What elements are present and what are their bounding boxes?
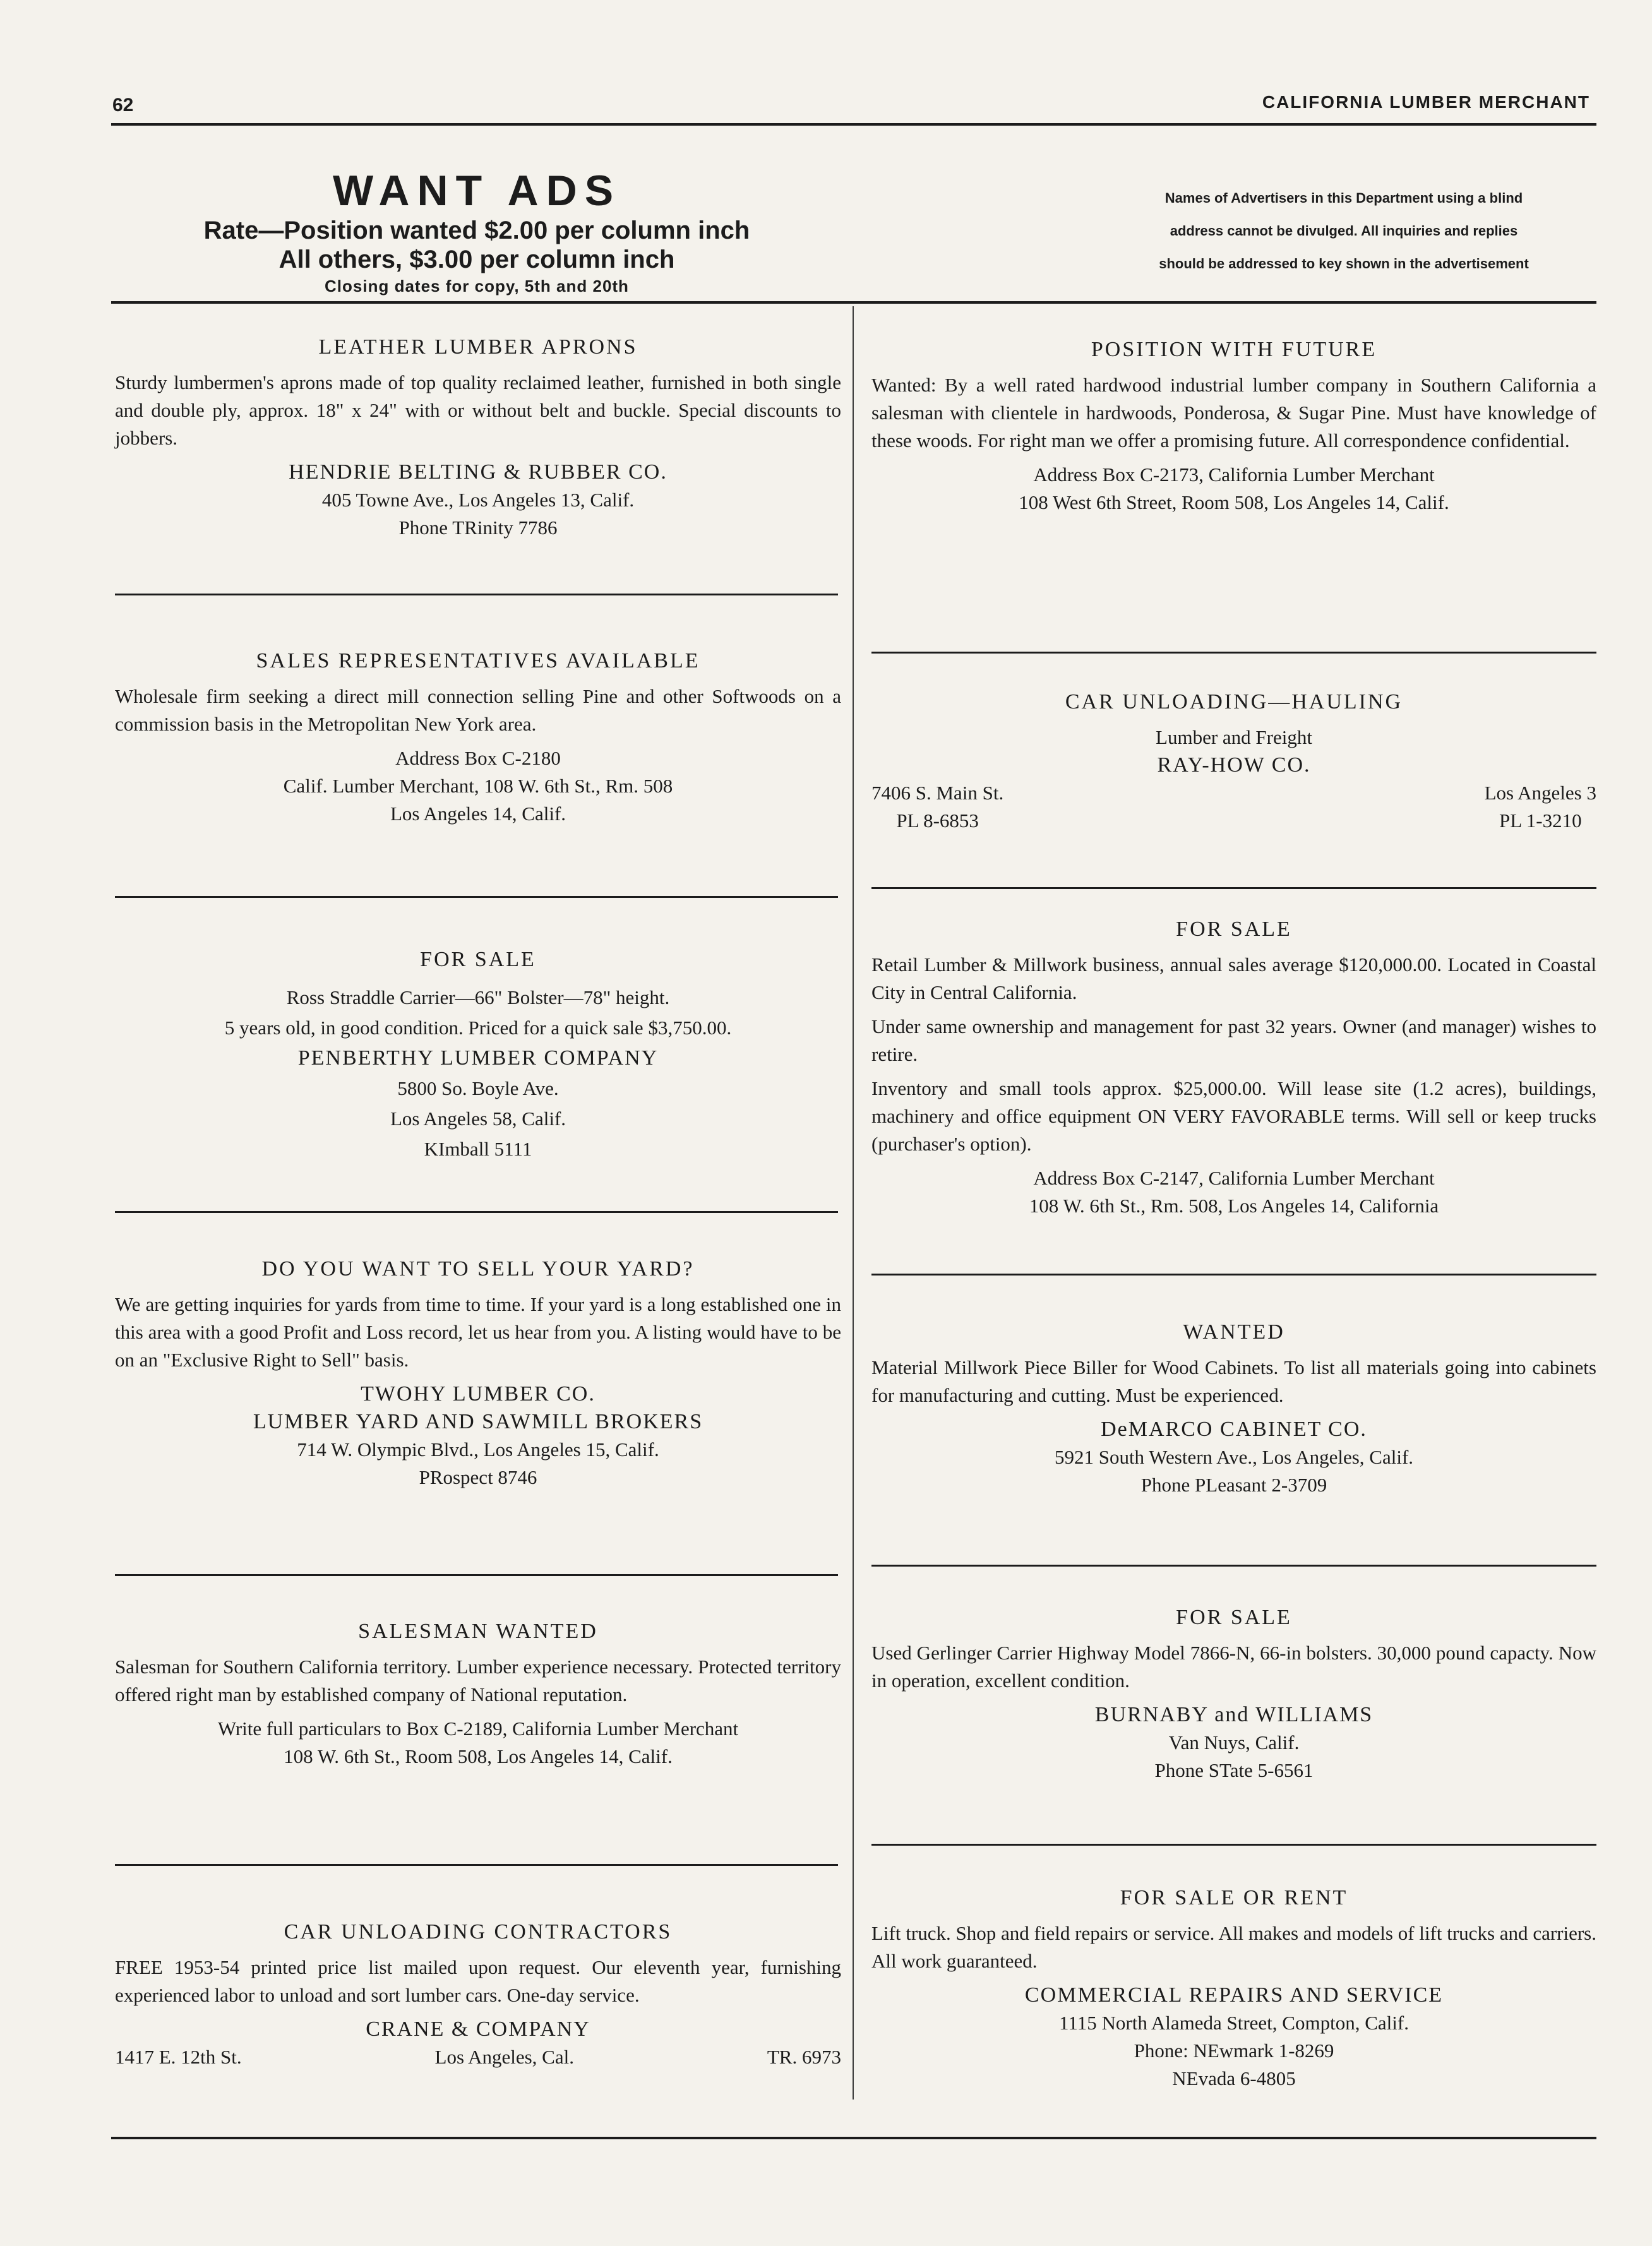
column-divider: [853, 306, 854, 2100]
ad-city: Los Angeles, Cal.: [434, 2046, 574, 2068]
ad-sell-your-yard: [115, 1255, 841, 1491]
ad-address: 5921 South Western Ave., Los Angeles, Calif.: [1054, 1446, 1414, 1468]
ad-wanted-piece-biller: [871, 1318, 1596, 1499]
ad-heading: DO YOU WANT TO SELL YOUR YARD?: [261, 1257, 695, 1281]
ad-phone: Phone STate 5-6561: [1154, 1759, 1314, 1781]
ad-for-sale-gerlinger-carrier: [871, 1604, 1596, 1784]
ad-separator: [115, 1574, 838, 1576]
ad-for-sale-retail-lumber: [871, 916, 1596, 1220]
ad-heading: CAR UNLOADING—HAULING: [1065, 690, 1403, 714]
ad-heading: FOR SALE: [1176, 917, 1292, 941]
ad-heading: CAR UNLOADING CONTRACTORS: [284, 1920, 673, 1944]
ad-for-sale-or-rent-lift-truck: [871, 1884, 1596, 2093]
ad-contact-row: [115, 2043, 841, 2071]
ad-body: Sturdy lumbermen's aprons made of top quality reclaimed leather, furnished in both single and double ply, approx. 18" x 24" with or without belt and buckle. Special discounts to jobbers.: [115, 371, 841, 449]
ad-phone: Phone: NEwmark 1-8269: [1134, 2040, 1334, 2062]
ad-separator: [871, 887, 1596, 889]
ad-separator: [871, 652, 1596, 654]
ad-separator: [115, 594, 838, 595]
ad-body: Wholesale firm seeking a direct mill connection selling Pine and other Softwoods on a commission basis in the Metropolitan New York area.: [115, 685, 841, 735]
ad-company: CRANE & COMPANY: [366, 2017, 590, 2041]
ad-body: We are getting inquiries for yards from time to time. If your yard is a long established one in this area with a good Profit and Loss record, let us hear from you. A listing would have to be on an "Exclusive Right to Sell" basis.: [115, 1293, 841, 1371]
ad-city: Los Angeles 14, Calif.: [390, 803, 566, 825]
ad-address: 108 West 6th Street, Room 508, Los Angeles 14, Calif.: [1019, 491, 1449, 513]
header-rule: [111, 123, 1596, 126]
ad-heading: FOR SALE: [420, 948, 536, 971]
ad-separator: [871, 1565, 1596, 1567]
ad-leather-lumber-aprons: [115, 333, 841, 542]
page-number: 62: [112, 95, 134, 116]
ad-body: Salesman for Southern California territory. Lumber experience necessary. Protected territory offered right man by established company of National reputation.: [115, 1656, 841, 1705]
notice-line-3: should be addressed to key shown in the advertisement: [1159, 256, 1529, 272]
blind-address-notice: [1091, 182, 1596, 280]
ad-body-line-2: 5 years old, in good condition. Priced for a quick sale $3,750.00.: [224, 1017, 732, 1039]
ad-salesman-wanted: [115, 1618, 841, 1771]
ad-address-box: Address Box C-2147, California Lumber Merchant: [1033, 1167, 1435, 1189]
ad-phone: KImball 5111: [424, 1138, 532, 1160]
ad-company: PENBERTHY LUMBER COMPANY: [297, 1046, 659, 1070]
ad-separator: [115, 896, 838, 898]
ad-separator: [871, 1844, 1596, 1846]
ad-street: 1417 E. 12th St.: [115, 2046, 242, 2068]
ad-heading: FOR SALE OR RENT: [1120, 1886, 1348, 1909]
masthead-title: WANT ADS: [332, 167, 621, 215]
ad-address: Van Nuys, Calif.: [1168, 1731, 1300, 1753]
ad-city: Los Angeles 58, Calif.: [390, 1108, 566, 1130]
ad-heading: POSITION WITH FUTURE: [1091, 338, 1377, 361]
ad-for-sale-straddle-carrier: [115, 945, 841, 1164]
ad-phone-alt: NEvada 6-4805: [1172, 2067, 1296, 2089]
ad-body-paragraph-1: Retail Lumber & Millwork business, annual sales average $120,000.00. Located in Coastal City in Central California.: [871, 953, 1596, 1003]
ad-body-paragraph-2: Under same ownership and management for past 32 years. Owner (and manager) wishes to retire.: [871, 1015, 1596, 1065]
ad-body: Wanted: By a well rated hardwood industrial lumber company in Southern California a salesman with clientele in hardwoods, Ponderosa, & Sugar Pine. Must have knowledge of these woods. For right man we offer a promising future. All correspondence confidential.: [871, 374, 1596, 451]
footer-rule: [111, 2137, 1596, 2139]
ad-phone: PRospect 8746: [419, 1466, 537, 1488]
ad-address: 1115 North Alameda Street, Compton, Calif.: [1059, 2012, 1409, 2034]
ad-address-box: Address Box C-2180: [395, 747, 561, 769]
rate-all-others: All others, $3.00 per column inch: [278, 246, 675, 273]
ad-body-line-1: Ross Straddle Carrier—66" Bolster—78" height.: [286, 986, 670, 1008]
ad-company: HENDRIE BELTING & RUBBER CO.: [289, 460, 667, 484]
ad-body: Used Gerlinger Carrier Highway Model 7866-N, 66-in bolsters. 30,000 pound capacty. Now in operation, excellent condition.: [871, 1642, 1596, 1692]
ad-heading: WANTED: [1183, 1320, 1285, 1344]
ad-address: 5800 So. Boyle Ave.: [397, 1077, 559, 1099]
ad-company: DeMARCO CABINET CO.: [1101, 1418, 1367, 1441]
ad-address: Calif. Lumber Merchant, 108 W. 6th St., Rm. 508: [283, 775, 673, 797]
ad-heading: LEATHER LUMBER APRONS: [318, 335, 638, 359]
ad-position-with-future: [871, 336, 1596, 517]
notice-line-2: address cannot be divulged. All inquiries and replies: [1170, 223, 1518, 239]
ad-sales-representatives: [115, 647, 841, 828]
ad-heading: FOR SALE: [1176, 1606, 1292, 1629]
want-ads-masthead: [107, 165, 846, 298]
ad-address: 108 W. 6th St., Room 508, Los Angeles 14, Calif.: [284, 1745, 673, 1767]
ad-body: Lift truck. Shop and field repairs or service. All makes and models of lift trucks and carriers. All work guaranteed.: [871, 1922, 1596, 1972]
ad-car-unloading-hauling: [871, 688, 1596, 835]
ad-address-box: Write full particulars to Box C-2189, California Lumber Merchant: [217, 1717, 739, 1740]
ad-body: FREE 1953-54 printed price list mailed upon request. Our eleventh year, furnishing experienced labor to unload and sort lumber cars. One-day service.: [115, 1956, 841, 2006]
ad-car-unloading-contractors: [115, 1918, 841, 2071]
ad-heading: SALESMAN WANTED: [358, 1620, 598, 1643]
ad-separator: [115, 1864, 838, 1866]
ad-street: 7406 S. Main St.: [871, 782, 1004, 804]
ad-separator: [115, 1211, 838, 1213]
ad-address: 405 Towne Ave., Los Angeles 13, Calif.: [321, 489, 635, 511]
ad-company: TWOHY LUMBER CO.: [361, 1382, 596, 1406]
ad-phone: Phone PLeasant 2-3709: [1140, 1474, 1327, 1496]
ad-contact-row: [871, 779, 1596, 835]
masthead-rule: [111, 301, 1596, 304]
ad-contact-left: [871, 779, 1003, 835]
ad-body-paragraph-3: Inventory and small tools approx. $25,000.00. Will lease site (1.2 acres), buildings, machinery and office equipment ON VERY FAVORABLE terms. Will sell or keep trucks (purchaser's option).: [871, 1077, 1596, 1155]
publication-name: CALIFORNIA LUMBER MERCHANT: [1262, 92, 1590, 112]
ad-tagline: LUMBER YARD AND SAWMILL BROKERS: [253, 1410, 703, 1433]
rate-position-wanted: Rate—Position wanted $2.00 per column inch: [203, 217, 750, 244]
ad-phone: PL 8-6853: [896, 809, 979, 832]
ad-address-box: Address Box C-2173, California Lumber Merchant: [1033, 463, 1435, 486]
ad-address: 714 W. Olympic Blvd., Los Angeles 15, Calif.: [297, 1438, 659, 1460]
ad-company: COMMERCIAL REPAIRS AND SERVICE: [1024, 1983, 1444, 2007]
ad-city: Los Angeles 3: [1484, 782, 1596, 804]
closing-dates: Closing dates for copy, 5th and 20th: [325, 277, 629, 296]
notice-line-1: Names of Advertisers in this Department using a blind: [1164, 190, 1523, 206]
ad-phone: Phone TRinity 7786: [398, 517, 558, 539]
ad-heading: SALES REPRESENTATIVES AVAILABLE: [256, 649, 700, 672]
ad-contact-right: [1485, 779, 1596, 835]
ad-company: BURNABY and WILLIAMS: [1094, 1703, 1374, 1726]
ad-body: Material Millwork Piece Biller for Wood Cabinets. To list all materials going into cabinets for manufacturing and cutting. Must be experienced.: [871, 1356, 1596, 1406]
ad-subheading: Lumber and Freight: [1156, 726, 1312, 748]
ad-phone: PL 1-3210: [1499, 809, 1582, 832]
ad-separator: [871, 1274, 1596, 1275]
ad-company: RAY-HOW CO.: [1157, 753, 1311, 777]
ad-phone: TR. 6973: [767, 2046, 841, 2068]
ad-address: 108 W. 6th St., Rm. 508, Los Angeles 14, California: [1029, 1195, 1439, 1217]
